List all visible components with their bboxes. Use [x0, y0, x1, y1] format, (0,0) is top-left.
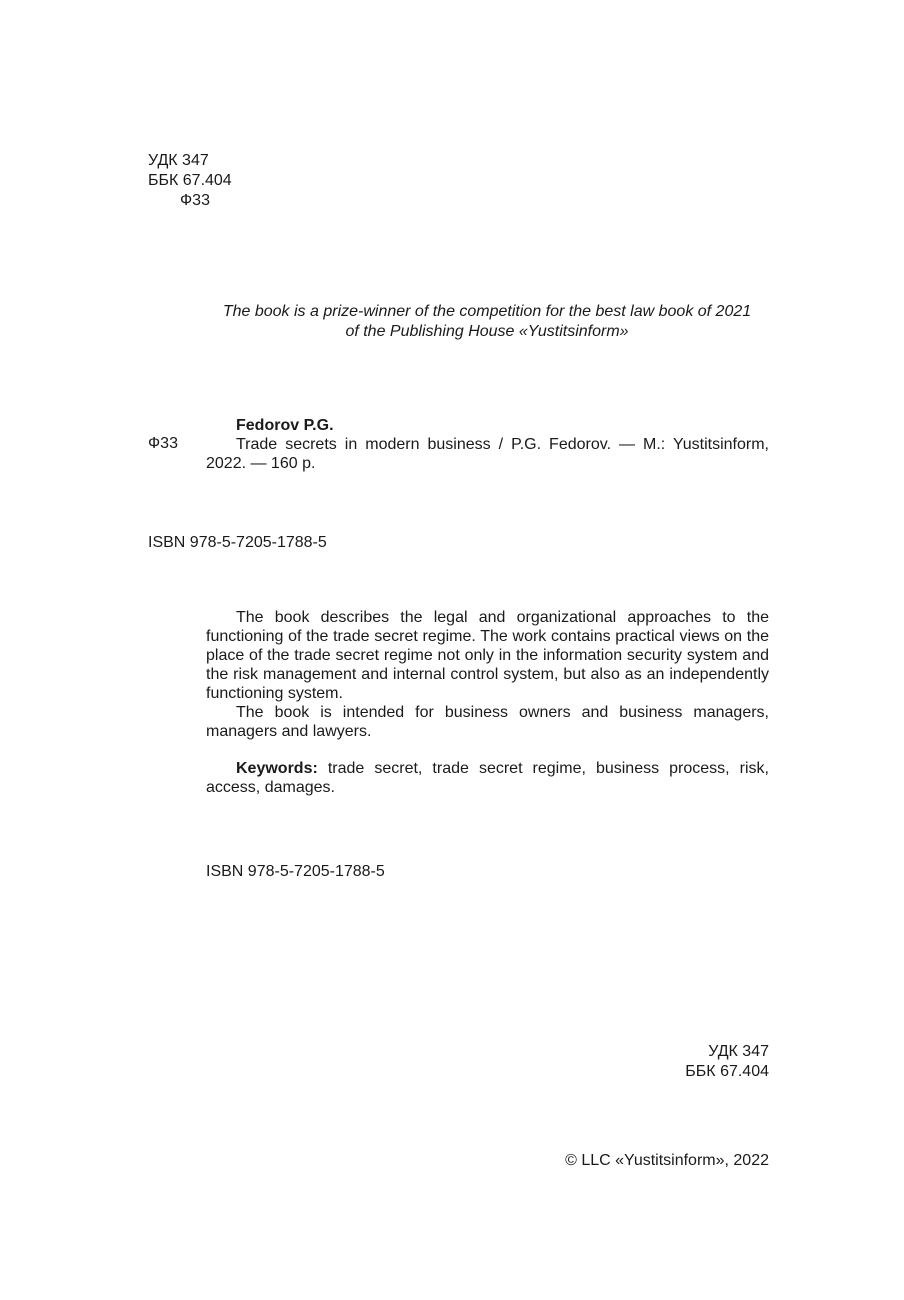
prize-note	[200, 302, 774, 342]
keywords-text: trade secret, trade secret regime, business process, risk, access, damages.	[206, 760, 769, 796]
keywords-label: Keywords:	[236, 760, 318, 777]
abstract-paragraph-1: The book describes the legal and organizational approaches to the functioning of the trade secret regime. The work contains practical views on the place of the trade secret regime not only in the information security system and the risk management and internal control system, but also as an independently functioning system.	[206, 609, 769, 702]
bibliographic-description: Trade secrets in modern business / P.G. Fedorov. — M.: Yustitsinform, 2022. — 160 p.	[206, 436, 769, 472]
classification-codes-top	[148, 151, 232, 211]
author-mark: Ф33	[180, 192, 210, 209]
udk-code: УДК 347	[148, 152, 209, 169]
prize-note-line-1: The book is a prize-winner of the competition for the best law book of 2021	[222, 303, 752, 320]
bbk-code-bottom: ББК 67.404	[685, 1063, 769, 1080]
abstract	[206, 608, 769, 797]
prize-note-line-2: of the Publishing House «Yustitsinform»	[345, 323, 629, 340]
udk-code-bottom: УДК 347	[708, 1043, 769, 1060]
classification-codes-bottom	[685, 1042, 769, 1082]
bbk-code: ББК 67.404	[148, 172, 232, 189]
author-name: Fedorov P.G.	[236, 417, 334, 434]
copyright: © LLC «Yustitsinform», 2022	[565, 1152, 769, 1169]
isbn-top: ISBN 978-5-7205-1788-5	[148, 534, 327, 551]
isbn-bottom: ISBN 978-5-7205-1788-5	[206, 863, 385, 880]
bibliographic-entry	[206, 416, 769, 473]
bibliographic-author-mark: Ф33	[148, 435, 178, 452]
keywords	[206, 759, 769, 797]
abstract-paragraph-2: The book is intended for business owners and business managers, managers and lawyers.	[206, 704, 769, 740]
